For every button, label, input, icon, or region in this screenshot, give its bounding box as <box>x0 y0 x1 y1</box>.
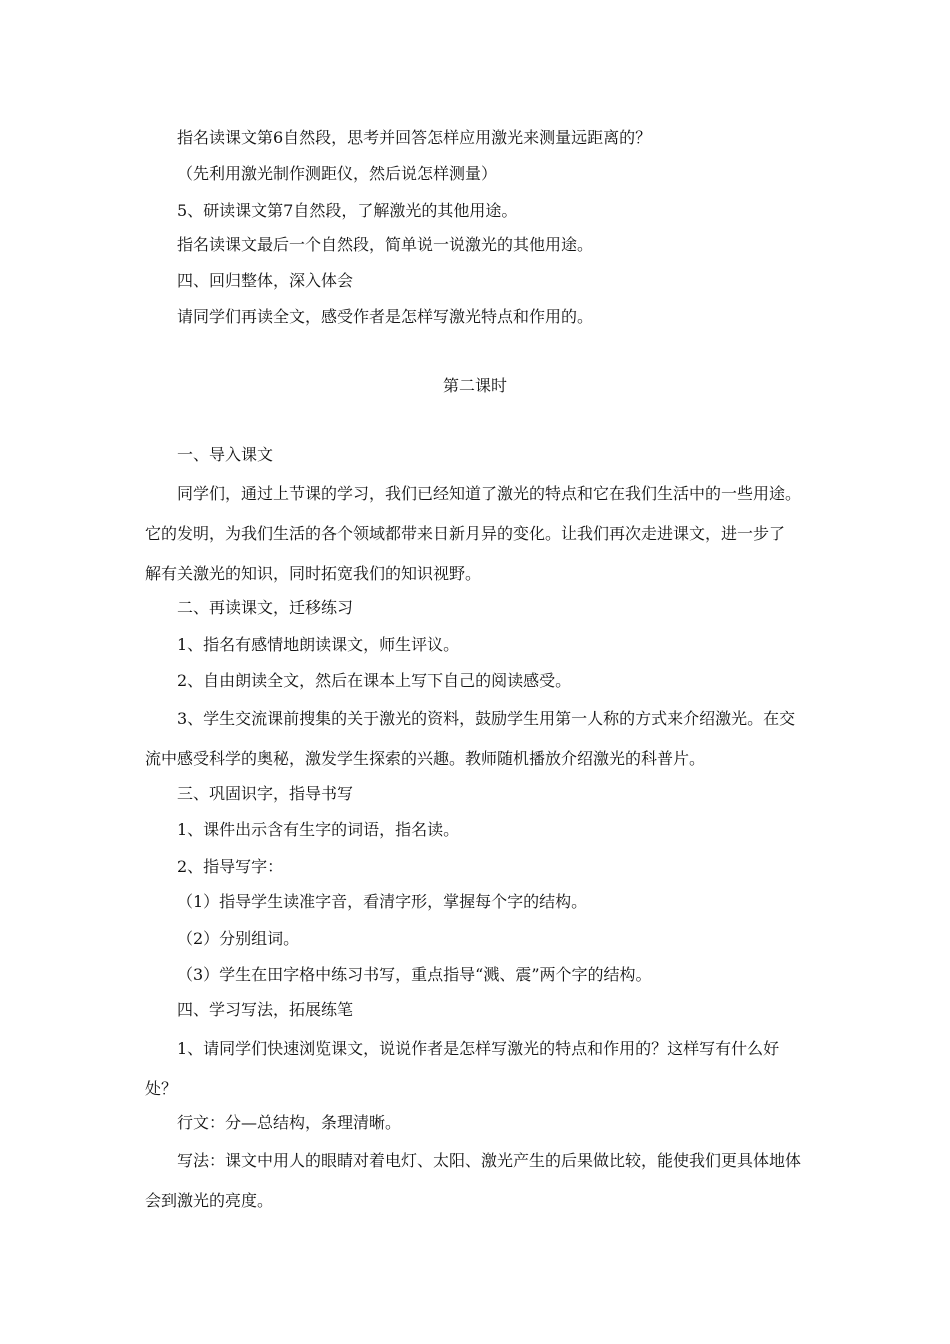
section-heading: 四、回归整体，深入体会 <box>177 271 354 290</box>
paragraph-line: 解有关激光的知识，同时拓宽我们的知识视野。 <box>145 564 482 583</box>
list-item: （2）分别组词。 <box>177 929 300 948</box>
list-item: 1、请同学们快速浏览课文，说说作者是怎样写激光的特点和作用的？这样写有什么好 <box>177 1039 780 1058</box>
section-heading: 四、学习写法，拓展练笔 <box>177 1000 354 1019</box>
list-item: 1、课件出示含有生字的词语，指名读。 <box>177 820 460 839</box>
paragraph: 指名读课文第6自然段，思考并回答怎样应用激光来测量远距离的？ <box>177 128 652 147</box>
list-item: 3、学生交流课前搜集的关于激光的资料，鼓励学生用第一人称的方式来介绍激光。在交 <box>177 709 796 728</box>
paragraph: 请同学们再读全文，感受作者是怎样写激光特点和作用的。 <box>177 307 594 326</box>
list-item: 1、指名有感情地朗读课文，师生评议。 <box>177 635 460 654</box>
paragraph: 行文：分—总结构，条理清晰。 <box>177 1113 402 1132</box>
paragraph: 指名读课文最后一个自然段，简单说一说激光的其他用途。 <box>177 235 594 254</box>
list-item: 2、自由朗读全文，然后在课本上写下自己的阅读感受。 <box>177 671 572 690</box>
paragraph-line: 同学们，通过上节课的学习，我们已经知道了激光的特点和它在我们生活中的一些用途。 <box>177 484 802 503</box>
list-item: 2、指导写字： <box>177 857 284 876</box>
section-heading: 一、导入课文 <box>177 445 274 464</box>
paragraph-line: 它的发明，为我们生活的各个领域都带来日新月异的变化。让我们再次走进课文，进一步了 <box>145 524 786 543</box>
paragraph-line: 流中感受科学的奥秘，激发学生探索的兴趣。教师随机播放介绍激光的科普片。 <box>145 749 706 768</box>
paragraph-line: 会到激光的亮度。 <box>145 1191 274 1210</box>
paragraph-line: 处？ <box>145 1079 178 1098</box>
paragraph: （先利用激光制作测距仪，然后说怎样测量） <box>177 164 498 183</box>
list-item: （3）学生在田字格中练习书写，重点指导“溅、震”两个字的结构。 <box>177 965 652 984</box>
list-item: （1）指导学生读准字音，看清字形，掌握每个字的结构。 <box>177 892 588 911</box>
paragraph-line: 写法：课文中用人的眼睛对着电灯、太阳、激光产生的后果做比较，能使我们更具体地体 <box>177 1151 802 1170</box>
section-title: 第二课时 <box>442 376 507 395</box>
section-heading: 二、再读课文，迁移练习 <box>177 598 354 617</box>
paragraph: 5、研读课文第7自然段，了解激光的其他用途。 <box>177 201 518 220</box>
section-heading: 三、巩固识字，指导书写 <box>177 784 354 803</box>
